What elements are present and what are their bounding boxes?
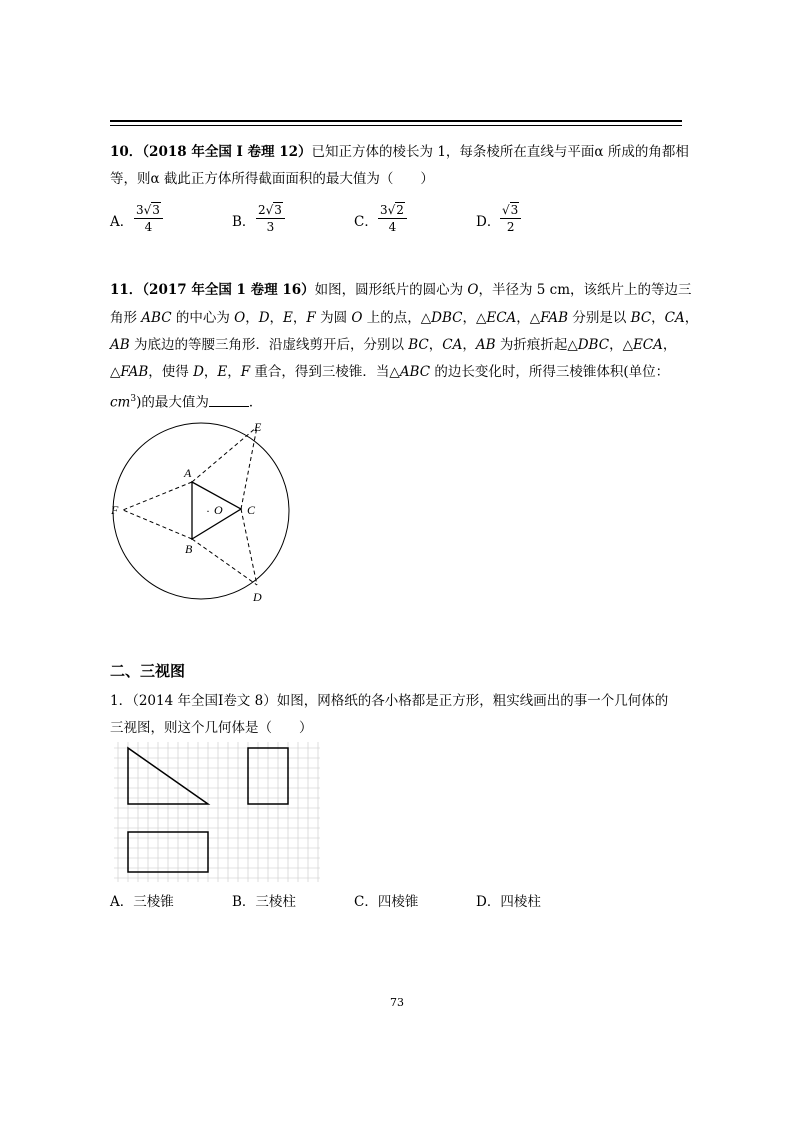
q10-line2: 等，则α 截此正方体所得截面面积的最大值为（ ） — [110, 171, 434, 187]
header-rule-thin — [110, 125, 682, 126]
dashed-c-d — [241, 509, 257, 585]
dashed-b-d — [192, 539, 257, 585]
q10-stem-1: 已知正方体的棱长为 1，每条棱所在直线与平面α 所成的角都相 — [311, 144, 689, 160]
q1-line2: 三视图，则这个几何体是（ ） — [110, 720, 313, 736]
grid-lines — [114, 742, 320, 882]
q10-source: （2018 年全国 I 卷理 12） — [142, 144, 312, 160]
q10-number: 10． — [110, 144, 143, 160]
circle-o — [113, 423, 289, 599]
q10-option-a-value: $\frac{3√3}{4}$ — [134, 203, 163, 235]
q10-option-b-value: $\frac{2√3}{3}$ — [256, 203, 285, 235]
q10-option-c-value: $\frac{3√2}{4}$ — [378, 203, 407, 235]
q1-option-d: D．四棱柱 — [476, 894, 541, 910]
q1-option-a: A．三棱锥 — [110, 894, 174, 910]
label-o: O — [214, 503, 223, 517]
label-a: A — [184, 466, 192, 480]
q10-line1 — [110, 143, 689, 161]
q1-option-c: C．四棱锥 — [354, 894, 419, 910]
label-b: B — [185, 542, 193, 556]
q11-line3: AB 为底边的等腰三角形．沿虚线剪开后，分别以 BC，CA，AB 为折痕折起△DBC，△ECA， — [110, 337, 677, 353]
center-dot: · — [206, 504, 210, 518]
q11-line5: $cm^3$)的最大值为 ． — [110, 394, 263, 411]
label-e: E — [254, 420, 262, 434]
header-rule-thick — [110, 120, 682, 122]
q1-option-b: B．三棱柱 — [232, 894, 296, 910]
label-c: C — [247, 503, 256, 517]
q10-option-c-label: C． — [354, 214, 378, 230]
three-view-grid-figure — [114, 742, 324, 882]
q11-line1: 11．（2017 年全国 1 卷理 16）如图，圆形纸片的圆心为 O，半径为 5 cm，该纸片上的等边三 — [110, 282, 692, 298]
dashed-b-f — [123, 510, 192, 539]
q10-option-d-value: $\frac{√3}{2}$ — [500, 203, 521, 235]
q1-line1: 1．（2014 年全国Ⅰ卷文 8）如图，网格纸的各小格都是正方形，粗实线画出的事一个几何体的 — [110, 693, 669, 709]
q1-source: （2014 年全国Ⅰ卷文 8） — [132, 693, 277, 709]
dashed-a-f — [123, 482, 192, 510]
q10-option-a-label: A． — [110, 214, 134, 230]
section-title: 二、三视图 — [110, 662, 186, 680]
q1-number: 1． — [110, 693, 133, 709]
dashed-c-e — [241, 427, 257, 509]
q10-option-d-label: D． — [476, 214, 501, 230]
q11-line2: 角形 ABC 的中心为 O，D，E，F 为圆 O 上的点，△DBC，△ECA，△FAB 分别是以 BC，CA， — [110, 310, 699, 326]
page-number: 73 — [390, 996, 404, 1009]
q11-line4: △FAB，使得 D，E，F 重合，得到三棱锥．当△ABC 的边长变化时，所得三棱锥体积(单位： — [110, 364, 670, 380]
q11-source: （2017 年全国 1 卷理 16） — [142, 282, 315, 298]
q10-option-b-label: B． — [232, 214, 256, 230]
dashed-a-e — [192, 427, 257, 482]
q11-circle-figure — [105, 415, 305, 605]
q11-number: 11． — [110, 282, 143, 298]
label-f: F — [111, 503, 119, 517]
answer-blank — [209, 394, 249, 407]
label-d: D — [253, 590, 262, 604]
